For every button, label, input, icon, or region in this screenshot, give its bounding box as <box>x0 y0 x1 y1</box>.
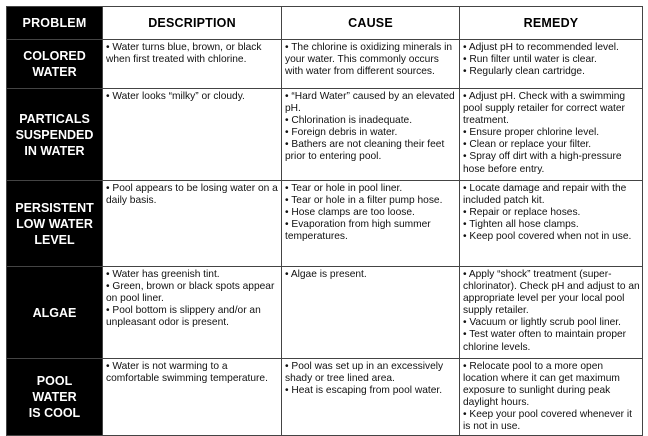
problem-cell: ALGAE <box>7 267 103 359</box>
description-bullet: • Pool appears to be losing water on a daily basis. <box>106 183 278 207</box>
description-bullet: • Green, brown or black spots appear on pool liner. <box>106 281 275 305</box>
cause-cell <box>282 359 460 436</box>
remedy-bullet: • Ensure proper chlorine level. <box>463 127 600 139</box>
remedy-bullet: • Run filter until water is clear. <box>463 54 597 66</box>
table-row <box>7 267 643 359</box>
cause-bullet: • Tear or hole in a filter pump hose. <box>285 195 443 207</box>
remedy-cell <box>460 181 643 267</box>
description-bullet: • Water looks “milky” or cloudy. <box>106 91 245 102</box>
remedy-bullet: • Locate damage and repair with the included patch kit. <box>463 183 627 207</box>
cause-bullet: • Algae is present. <box>285 269 367 280</box>
description-bullet: • Water is not warming to a comfortable swimming temperature. <box>106 361 268 385</box>
description-cell <box>103 181 282 267</box>
header-description: DESCRIPTION <box>103 7 282 40</box>
description-cell <box>103 267 282 359</box>
table-row <box>7 40 643 89</box>
remedy-cell <box>460 40 643 89</box>
table-row <box>7 359 643 436</box>
cause-bullet: • Foreign debris in water. <box>285 127 398 139</box>
remedy-bullet: • Keep your pool covered whenever it is not in use. <box>463 409 632 433</box>
cause-cell <box>282 267 460 359</box>
table-row <box>7 181 643 267</box>
cause-bullet: • Hose clamps are too loose. <box>285 207 415 219</box>
description-bullet: • Water has greenish tint. <box>106 269 220 280</box>
remedy-bullet: • Apply “shock” treatment (super-chlorinator). Check pH and adjust to an appropriate level per your local pool supply retailer. <box>463 269 640 317</box>
cause-bullet: • Evaporation from high summer temperatures. <box>285 219 431 243</box>
cause-bullet: • Bathers are not cleaning their feet prior to entering pool. <box>285 139 445 163</box>
header-problem: PROBLEM <box>7 7 103 40</box>
cause-cell <box>282 40 460 89</box>
cause-cell <box>282 181 460 267</box>
remedy-cell <box>460 89 643 181</box>
problem-cell: POOL WATER IS COOL <box>7 359 103 436</box>
remedy-bullet: • Repair or replace hoses. <box>463 207 581 219</box>
header-cause: CAUSE <box>282 7 460 40</box>
description-cell <box>103 89 282 181</box>
remedy-bullet: • Adjust pH. Check with a swimming pool supply retailer for correct water treatment. <box>463 91 626 127</box>
remedy-cell <box>460 359 643 436</box>
troubleshooting-table <box>6 6 643 436</box>
cause-bullet: • Chlorination is inadequate. <box>285 115 413 127</box>
remedy-bullet: • Test water often to maintain proper chlorine levels. <box>463 329 627 353</box>
cause-bullet: • The chlorine is oxidizing minerals in your water. This commonly occurs with water from different sources. <box>285 42 453 78</box>
problem-cell: COLORED WATER <box>7 40 103 89</box>
remedy-bullet: • Vacuum or lightly scrub pool liner. <box>463 317 621 329</box>
header-row <box>7 7 643 40</box>
problem-cell: PARTICALS SUSPENDED IN WATER <box>7 89 103 181</box>
remedy-bullet: • Tighten all hose clamps. <box>463 219 579 231</box>
description-bullet: • Pool bottom is slippery and/or an unpleasant odor is present. <box>106 305 261 329</box>
remedy-bullet: • Regularly clean cartridge. <box>463 66 585 78</box>
cause-bullet: • Heat is escaping from pool water. <box>285 385 443 397</box>
description-cell <box>103 359 282 436</box>
cause-bullet: • “Hard Water” caused by an elevated pH. <box>285 91 455 115</box>
cause-cell <box>282 89 460 181</box>
remedy-bullet: • Spray off dirt with a high-pressure hose before entry. <box>463 151 622 175</box>
remedy-bullet: • Relocate pool to a more open location where it can get maximum exposure to sunlight during peak daylight hours. <box>463 361 620 409</box>
cause-bullet: • Pool was set up in an excessively shady or tree lined area. <box>285 361 444 385</box>
description-cell <box>103 40 282 89</box>
header-remedy: REMEDY <box>460 7 643 40</box>
remedy-bullet: • Keep pool covered when not in use. <box>463 231 632 243</box>
table-row <box>7 89 643 181</box>
problem-cell: PERSISTENT LOW WATER LEVEL <box>7 181 103 267</box>
remedy-bullet: • Adjust pH to recommended level. <box>463 42 619 53</box>
description-bullet: • Water turns blue, brown, or black when first treated with chlorine. <box>106 42 262 66</box>
remedy-cell <box>460 267 643 359</box>
cause-bullet: • Tear or hole in pool liner. <box>285 183 403 194</box>
remedy-bullet: • Clean or replace your filter. <box>463 139 592 151</box>
